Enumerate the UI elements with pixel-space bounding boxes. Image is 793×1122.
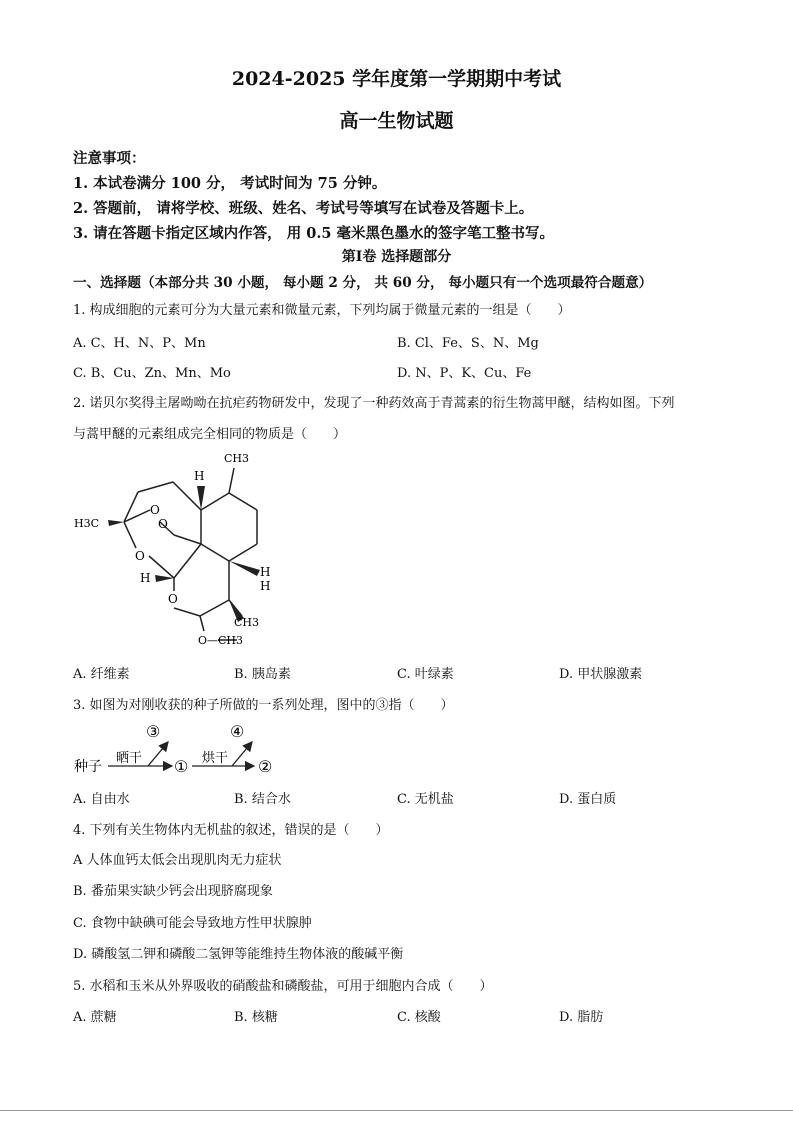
q1-option-c: C. B、Cu、Zn、Mn、Mo — [73, 366, 231, 381]
q1-stem: 1. 构成细胞的元素可分为大量元素和微量元素，下列均属于微量元素的一组是（ ） — [73, 303, 571, 318]
notice-heading: 注意事项： — [73, 150, 146, 167]
q2-stem-line-1: 2. 诺贝尔奖得主屠呦呦在抗疟药物研发中，发现了一种药效高于青蒿素的衍生物蒿甲醚，结构如图。下列 — [73, 396, 675, 411]
exam-subtitle: 高一生物试题 — [339, 110, 454, 132]
q1-option-b: B. Cl、Fe、S、N、Mg — [397, 336, 539, 351]
seed-process-diagram — [72, 720, 292, 782]
diagram-circle-4: ④ — [230, 722, 245, 741]
diagram-circle-2: ② — [258, 757, 273, 776]
q4-option-b: B. 番茄果实缺少钙会出现脐腐现象 — [73, 884, 273, 899]
exam-title: 2024-2025 学年度第一学期期中考试 — [231, 68, 562, 90]
q4-stem: 4. 下列有关生物体内无机盐的叙述，错误的是（ ） — [73, 823, 389, 838]
q5-stem: 5. 水稻和玉米从外界吸收的硝酸盐和磷酸盐，可用于细胞内合成（ ） — [73, 979, 493, 994]
q4-option-d: D. 磷酸氢二钾和磷酸二氢钾等能维持生物体液的酸碱平衡 — [73, 947, 404, 962]
diagram-circle-3: ③ — [146, 722, 161, 741]
label-o4: O — [168, 592, 178, 606]
q2-stem-line-2: 与蒿甲醚的元素组成完全相同的物质是（ ） — [73, 427, 347, 442]
diagram-sun-dry: 晒干 — [116, 751, 143, 766]
notice-item-2: 2. 答题前， 请将学校、班级、姓名、考试号等填写在试卷及答题卡上。 — [73, 200, 534, 217]
diagram-circle-1: ① — [174, 757, 189, 776]
label-o3: O — [135, 549, 145, 563]
label-h-mid: H — [260, 565, 271, 579]
label-h-left: H — [140, 571, 151, 585]
label-h-right: H — [260, 579, 271, 593]
label-o1: O — [150, 503, 160, 517]
label-ch3-right: CH3 — [234, 616, 260, 629]
q2-option-a: A. 纤维素 — [73, 667, 130, 682]
q2-option-b: B. 胰岛素 — [234, 667, 291, 682]
diagram-seed: 种子 — [74, 759, 102, 775]
notice-item-3: 3. 请在答题卡指定区域内作答， 用 0.5 毫米黑色墨水的签字笔工整书写。 — [73, 225, 555, 242]
q4-option-a: A 人体血钙太低会出现肌肉无力症状 — [73, 853, 282, 868]
q3-stem: 3. 如图为对刚收获的种子所做的一系列处理，图中的③指（ ） — [73, 698, 454, 713]
page-bottom-divider — [0, 1110, 793, 1111]
q3-option-d: D. 蛋白质 — [559, 792, 617, 807]
q1-option-d: D. N、P、K、Cu、Fe — [397, 366, 532, 381]
q3-option-b: B. 结合水 — [234, 792, 291, 807]
q2-option-c: C. 叶绿素 — [397, 667, 454, 682]
q5-option-b: B. 核糖 — [234, 1010, 278, 1025]
notice-item-1: 1. 本试卷满分 100 分， 考试时间为 75 分钟。 — [73, 175, 387, 192]
q4-option-c: C. 食物中缺碘可能会导致地方性甲状腺肿 — [73, 916, 312, 931]
q3-option-c: C. 无机盐 — [397, 792, 454, 807]
label-och3: O—CH3 — [198, 634, 244, 647]
q1-option-a: A. C、H、N、P、Mn — [73, 336, 206, 351]
q5-option-a: A. 蔗糖 — [73, 1010, 117, 1025]
label-o2: O — [158, 517, 168, 531]
section-heading: 一、选择题（本部分共 30 小题， 每小题 2 分， 共 60 分， 每小题只有一个选项最符合题意） — [73, 275, 653, 291]
label-h3c: H3C — [74, 517, 100, 530]
part-title: 第Ⅰ卷 选择题部分 — [341, 249, 452, 265]
q2-option-d: D. 甲状腺激素 — [559, 667, 643, 682]
q5-option-d: D. 脂肪 — [559, 1010, 604, 1025]
diagram-oven-dry: 烘干 — [202, 751, 229, 766]
label-ch3-top: CH3 — [224, 452, 250, 465]
artemether-structure-figure — [70, 448, 280, 653]
q5-option-c: C. 核酸 — [397, 1010, 441, 1025]
label-h-top: H — [194, 469, 205, 483]
q3-option-a: A. 自由水 — [73, 792, 130, 807]
